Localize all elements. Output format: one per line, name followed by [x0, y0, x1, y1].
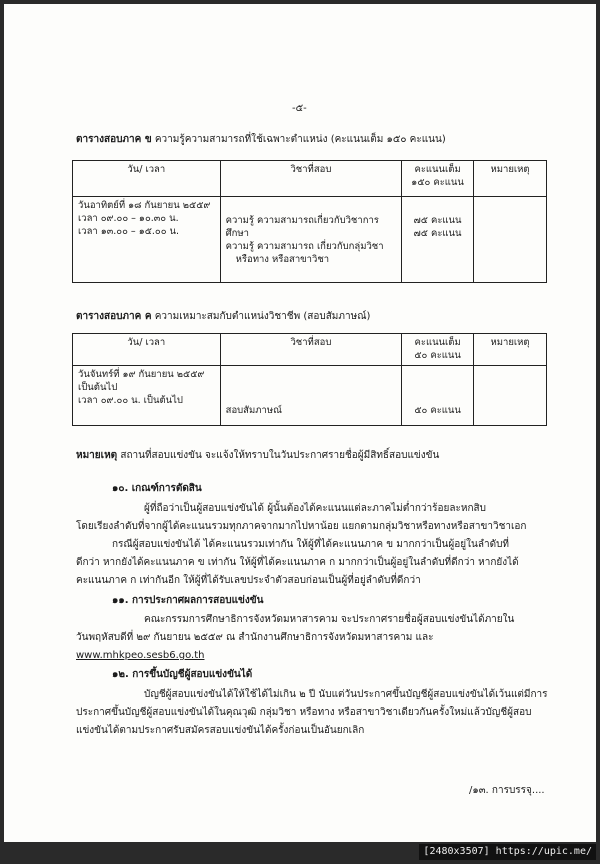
- section-11-heading: ๑๑. การประกาศผลการสอบแข่งขัน: [112, 595, 264, 606]
- section-11-line: วันพฤหัสบดีที่ ๒๙ กันยายน ๒๕๕๙ ณ สำนักงานศึกษาธิการจังหวัดมหาสารคาม และ: [76, 632, 434, 643]
- section-12-line: แข่งขันได้ตามประกาศรับสมัครสอบแข่งขันได้ครั้งก่อนเป็นอันยกเลิก: [76, 725, 365, 736]
- section-11-line: คณะกรรมการศึกษาธิการจังหวัดมหาสารคาม จะประกาศรายชื่อผู้สอบแข่งขันได้ภายใน: [144, 614, 515, 625]
- continuation-note: /๑๓. การบรรจุ....: [469, 785, 545, 796]
- exam-table-b: [72, 160, 547, 283]
- table-row: [73, 197, 547, 283]
- header-date: วัน/ เวลา: [73, 161, 221, 197]
- cell-date: วันอาทิตย์ที่ ๑๘ กันยายน ๒๕๕๙ เวลา ๐๙.๐๐ – ๑๐.๓๐ น. เวลา ๑๓.๐๐ – ๑๕.๐๐ น.: [73, 197, 221, 283]
- cell-remark: [474, 197, 547, 283]
- section-b-heading: [76, 133, 446, 146]
- section-b-title: ตารางสอบภาค ข: [76, 134, 152, 145]
- section-12-heading: ๑๒. การขึ้นบัญชีผู้สอบแข่งขันได้: [112, 669, 253, 680]
- section-c-subtitle: ความเหมาะสมกับตำแหน่งวิชาชีพ (สอบสัมภาษณ์): [154, 311, 371, 322]
- section-10-line: กรณีผู้สอบแข่งขันได้ ได้คะแนนรวมเท่ากัน ให้ผู้ที่ได้คะแนนภาค ข มากกว่าเป็นผู้อยู่ในลำดับที่: [112, 539, 510, 550]
- note-text: สถานที่สอบแข่งขัน จะแจ้งให้ทราบในวันประกาศรายชื่อผู้มีสิทธิ์สอบแข่งขัน: [120, 450, 440, 461]
- note: [76, 449, 439, 462]
- header-remark: หมายเหตุ: [474, 334, 547, 366]
- section-10-heading: ๑๐. เกณฑ์การตัดสิน: [112, 483, 202, 494]
- cell-score: ๕๐ คะแนน: [402, 366, 474, 426]
- header-date: วัน/ เวลา: [73, 334, 221, 366]
- section-12-line: บัญชีผู้สอบแข่งขันได้ให้ใช้ได้ไม่เกิน ๒ ปี นับแต่วันประกาศขึ้นบัญชีผู้สอบแข่งขันได้เว้นแต่มีการ: [144, 689, 548, 700]
- header-subject: วิชาที่สอบ: [220, 334, 402, 366]
- header-subject: วิชาที่สอบ: [220, 161, 402, 197]
- cell-subject: สอบสัมภาษณ์: [220, 366, 402, 426]
- section-c-heading: [76, 310, 370, 323]
- cell-score: ๗๕ คะแนน ๗๕ คะแนน: [402, 197, 474, 283]
- section-c-title: ตารางสอบภาค ค: [76, 311, 152, 322]
- table-header-row: [73, 334, 547, 366]
- cell-date: วันจันทร์ที่ ๑๙ กันยายน ๒๕๕๙ เป็นต้นไป เวลา ๐๙.๐๐ น. เป็นต้นไป: [73, 366, 221, 426]
- section-b-subtitle: ความรู้ความสามารถที่ใช้เฉพาะตำแหน่ง (คะแนนเต็ม ๑๕๐ คะแนน): [154, 134, 446, 145]
- table-row: [73, 366, 547, 426]
- section-10-line: คะแนนภาค ก เท่ากันอีก ให้ผู้ที่ได้รับเลขประจำตัวสอบก่อนเป็นผู้ที่อยู่ลำดับที่ดีกว่า: [76, 575, 421, 586]
- header-remark: หมายเหตุ: [474, 161, 547, 197]
- table-header-row: [73, 161, 547, 197]
- image-source-watermark[interactable]: [2480x3507] https://upic.me/: [419, 844, 596, 860]
- document-page: [4, 4, 596, 842]
- header-score: คะแนนเต็ม ๑๕๐ คะแนน: [402, 161, 474, 197]
- section-12-line: ประกาศขึ้นบัญชีผู้สอบแข่งขันได้ในคุณวุฒิ กลุ่มวิชา หรือทาง หรือสาขาวิชาเดียวกันครั้งใหม่แล้วบัญชีผู้สอบ: [76, 707, 532, 718]
- exam-table-c: [72, 333, 547, 426]
- page-number: -๕-: [292, 103, 307, 114]
- note-label: หมายเหตุ: [76, 450, 118, 461]
- section-10-line: โดยเรียงลำดับที่จากผู้ได้คะแนนรวมทุกภาคจากมากไปหาน้อย แยกตามกลุ่มวิชาหรือทางหรือสาขาวิชาเอก: [76, 521, 527, 532]
- section-10-line: ดีกว่า หากยังได้คะแนนภาค ข เท่ากัน ให้ผู้ที่ได้คะแนนภาค ก มากกว่าเป็นผู้อยู่ในลำดับที่ดีกว่า หากยังได้: [76, 557, 519, 568]
- section-10-line: ผู้ที่ถือว่าเป็นผู้สอบแข่งขันได้ ผู้นั้นต้องได้คะแนนแต่ละภาคไม่ต่ำกว่าร้อยละหกสิบ: [144, 503, 486, 514]
- website-link[interactable]: www.mhkpeo.sesb6.go.th: [76, 650, 205, 661]
- cell-subject: ความรู้ ความสามารถเกี่ยวกับวิชาการศึกษา ความรู้ ความสามารถ เกี่ยวกับกลุ่มวิชา หรือทาง หรือสาขาวิชา: [220, 197, 402, 283]
- header-score: คะแนนเต็ม ๕๐ คะแนน: [402, 334, 474, 366]
- cell-remark: [474, 366, 547, 426]
